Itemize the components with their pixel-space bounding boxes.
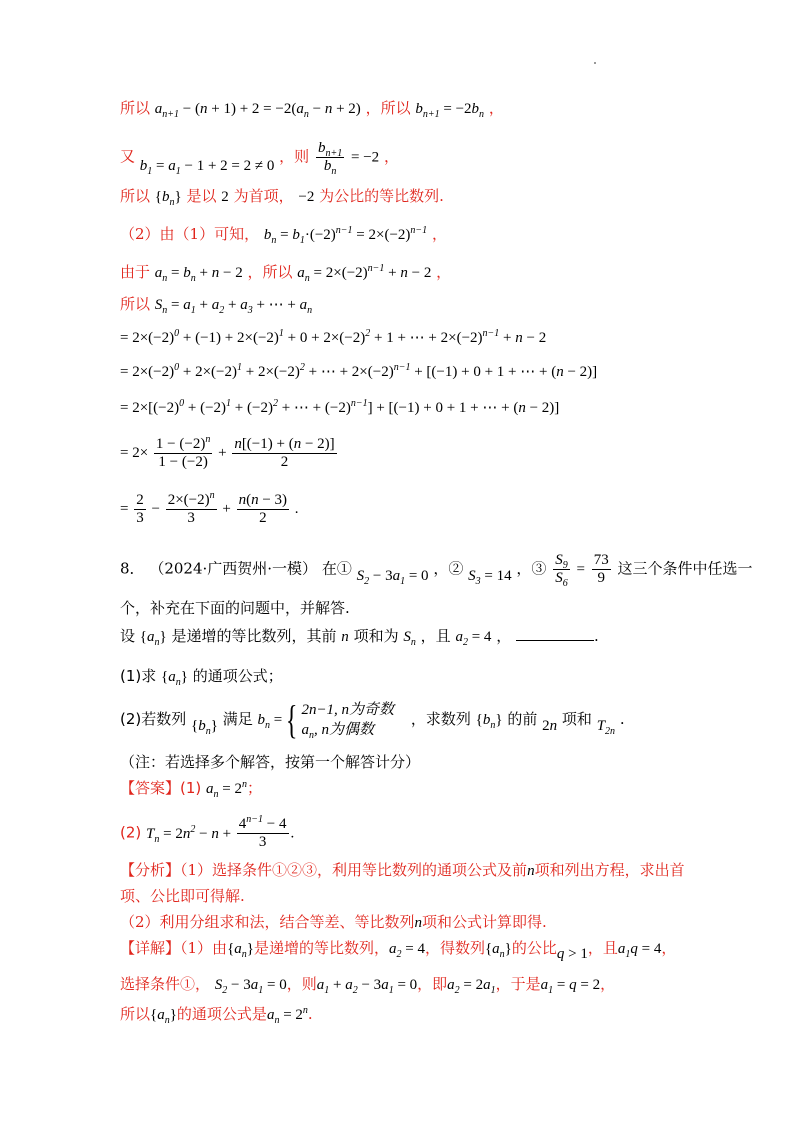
text: 由于 [120, 263, 151, 281]
formula: q > 1 [556, 946, 588, 962]
text: 的通项公式是 [176, 1005, 267, 1023]
solution-line-3 [120, 186, 444, 207]
question-8-part-1 [120, 666, 283, 687]
analysis-line-2 [120, 886, 245, 906]
text: 满足 [222, 710, 253, 728]
text: 为公比的等比数列. [319, 187, 444, 205]
sum-expansion-4: = 2× $\frac{1 - (-2)^n}{1 - (-2)}$ + $\frac{n[(-1) + (n - 2)]}{2}$ [120, 434, 335, 470]
sum-expansion-2: = $2\times(-2)^0 + 2\times(-2)^1 + 2\times(-2)^2$ + ⋯ + $2\times(-2)^{n-1} + [(-1) + 0 + 1$ + ⋯ + (n − 2)] [120, 362, 598, 380]
formula: $T_{2n}$ [596, 718, 616, 737]
detail-line-1 [120, 938, 677, 962]
analysis-label: 【分析】 [120, 861, 181, 879]
text: ， [436, 263, 452, 281]
formula: $b_n$ = [257, 712, 283, 731]
answer-blank [516, 626, 594, 641]
formula: $\{b_n\}$ [191, 718, 218, 737]
text: . [619, 710, 625, 728]
text: 选择条件①， [120, 975, 211, 993]
formula: 2n [542, 718, 558, 734]
formula: $b_{n+1} = -2b_n$ [415, 101, 485, 120]
text: 所以 [120, 99, 151, 117]
solution-line-5 [120, 262, 451, 283]
text: ，③ [516, 559, 547, 578]
formula: $a_n = 2^n$ [206, 779, 248, 800]
formula: −2 [298, 189, 315, 205]
question-8-note [120, 752, 420, 772]
formula: $a_1q = 4$ [617, 941, 662, 960]
text: ，且 [420, 627, 451, 645]
text: ，所以 [365, 99, 411, 117]
formula: $\{a_n\}$ [484, 941, 512, 960]
brace: { [286, 697, 298, 742]
text: (1)求 [120, 667, 157, 685]
text: （2）由（1）可知， [120, 225, 260, 243]
solution-line-4 [120, 224, 447, 245]
fraction: $\frac{2}{3}$ [136, 492, 144, 526]
text: 是以 [186, 187, 217, 205]
formula: $a_n = 2\times(-2)^{n-1} + n - 2$ [297, 263, 432, 284]
text: ， [600, 975, 616, 993]
fraction: $\frac{S_9}{S_6}$ [555, 552, 568, 589]
scan-dot [594, 62, 596, 64]
question-number: 8． [120, 559, 145, 578]
text: 项和列出方程，求出首 [534, 861, 685, 879]
question-source: （2024·广西贺州·一模） [149, 559, 318, 578]
formula: n [527, 863, 535, 879]
piecewise: 2n−1, n为奇数 $a_n$, n为偶数 [301, 702, 395, 741]
detail-label: 【详解】 [120, 939, 181, 957]
solution-line-2 [120, 140, 399, 175]
solution-line-6 [120, 294, 312, 315]
answer-label: 【答案】 [120, 779, 181, 797]
solution-line-1 [120, 98, 504, 119]
text: ，所以 [247, 263, 293, 281]
formula: $S_2 - 3a_1 = 0$ [214, 977, 287, 996]
text: 项和为 [353, 627, 399, 645]
formula: $\{b_n\}$ [475, 712, 503, 731]
formula: n [341, 629, 349, 645]
formula: $a_2 = 2a_1$ [447, 977, 496, 996]
fraction: $\frac{2\times(-2)^n}{3}$ [167, 490, 215, 526]
text: （1）选择条件①②③，利用等比数列的通项公式及前 [180, 861, 528, 879]
sum-result: = $\frac{2}{3}$ − $\frac{2\times(-2)^n}{3}$ + $\frac{n(n - 3)}{2}$ . [120, 490, 299, 526]
text: 是递增的等比数列， [253, 939, 389, 957]
formula: $S_3 = 14$ [468, 567, 512, 587]
text: 又 [120, 147, 136, 166]
formula: $S_n$ [403, 629, 416, 648]
text: 个，补充在下面的问题中，并解答. [120, 599, 350, 617]
question-8-part-2 [120, 697, 625, 742]
formula: $\{a_n\}$ [150, 1007, 177, 1026]
fraction: $\frac{n(n - 3)}{2}$ [238, 492, 288, 526]
text: ， [488, 99, 504, 117]
question-8-line-2 [120, 598, 350, 618]
text: . [307, 1005, 313, 1023]
answer-line-1: 【答案】(1) $a_n = 2^n$； [120, 779, 263, 800]
formula: $a_n = 2^n$ [266, 1005, 308, 1026]
analysis-line-1 [120, 860, 685, 881]
text: ，即 [417, 975, 448, 993]
text: 所以 [120, 1005, 151, 1023]
text: 项、公比即可得解. [120, 887, 245, 905]
detail-line-3 [120, 1004, 313, 1025]
text: 项和公式计算即得. [422, 913, 547, 931]
text: ， [661, 939, 677, 957]
sum-expansion-1: = $2\times(-2)^0 + (-1) + 2\times(-2)^1 + 0 + 2\times(-2)^2 + 1$ + ⋯ + $2\times(-2)^{n-1} + n - 2$ [120, 328, 547, 346]
formula: n [414, 915, 423, 931]
formula: $a_{n+1} - (n + 1) + 2 = -2(a_n - n + 2)$ [154, 101, 361, 120]
formula: $T_n = 2n^2 - n$ + [146, 823, 235, 845]
text: 所以 [120, 187, 151, 205]
text: 为首项， [233, 187, 294, 205]
text: 的前 [507, 710, 538, 728]
text: ，② [433, 559, 464, 578]
detail-line-2 [120, 974, 615, 995]
answer-line-2: (2) $T_n = 2n^2 - n$ + $\frac{4^{n-1} - 4}{3}$ . [120, 814, 295, 850]
fraction: $\frac{4^{n-1} - 4}{3}$ [238, 814, 287, 850]
text: （1）由 [180, 939, 228, 957]
text: ，求数列 [410, 710, 471, 728]
formula: $a_n = b_n + n - 2$ [154, 265, 243, 284]
fraction: $\frac{73}{9}$ [593, 552, 609, 586]
formula: $b_n = b_1\cdot(-2)^{n-1} = 2\times(-2)^{n-1}$ [263, 225, 428, 246]
fraction: $\frac{n[(-1) + (n - 2)]}{2}$ [234, 436, 335, 470]
sum-expansion-3: = $2\times[(-2)^0 + (-2)^1 + (-2)^2$ + ⋯ + $(-2)^{n-1}] + [(-1) + 0 + 1$ + ⋯ + (n − 2)] [120, 398, 560, 416]
text: ，则 [279, 147, 310, 166]
text: 设 [120, 627, 136, 645]
text: 的公比 [511, 939, 557, 957]
text: 在① [321, 559, 352, 578]
formula: $\{b_n\}$ [154, 189, 182, 208]
text: ， [496, 627, 512, 645]
formula: $\{a_n\}$ [227, 941, 254, 960]
formula: $a_1 + a_2 - 3a_1 = 0$ [316, 977, 418, 996]
formula: 2 [221, 189, 229, 205]
text: (2) [120, 823, 142, 842]
text: (2)若数列 [120, 710, 187, 728]
formula: $S_n = a_1 + a_2 + a_3$ + ⋯ + $a_n$ [154, 297, 313, 316]
formula: = [576, 561, 585, 578]
text: (1) [180, 779, 202, 797]
formula: $\{a_n\}$ [139, 629, 167, 648]
formula: = −2 [351, 149, 380, 166]
text: 这三个条件中任选一 [617, 559, 753, 578]
text: （注：若选择多个解答，按第一个解答计分） [120, 753, 421, 771]
text: 的通项公式； [192, 667, 283, 685]
analysis-line-3 [120, 912, 547, 933]
text: ， [383, 147, 399, 166]
formula: $a_2 = 4$ [388, 941, 425, 960]
text: ，得数列 [424, 939, 485, 957]
text: ，且 [587, 939, 618, 957]
text: ，则 [286, 975, 317, 993]
formula: $S_2 - 3a_1 = 0$ [356, 567, 429, 587]
formula: $a_2 = 4$ [455, 629, 492, 648]
text: ， [431, 225, 447, 243]
formula: $b_1 = a_1 - 1 + 2 = 2 \ne 0$ [139, 157, 275, 177]
formula: $\{a_n\}$ [161, 669, 188, 688]
formula: $a_1 = q = 2$ [540, 977, 601, 996]
fraction: $\frac{b_{n+1}}{b_n}$ [317, 140, 343, 177]
fraction: $\frac{1 - (-2)^n}{1 - (-2)}$ [155, 434, 211, 470]
text: （2）利用分组求和法，结合等差、等比数列 [120, 913, 415, 931]
text: 项和 [561, 710, 592, 728]
question-8-line-1 [120, 552, 753, 587]
text: 是递增的等比数列，其前 [171, 627, 337, 645]
question-8-line-3: 设 $\{a_n\}$ 是递增的等比数列，其前 n 项和为 $S_n$ ，且 $a_2 = 4$ ， . [120, 627, 599, 648]
text: 所以 [120, 295, 151, 313]
text: ，于是 [495, 975, 541, 993]
